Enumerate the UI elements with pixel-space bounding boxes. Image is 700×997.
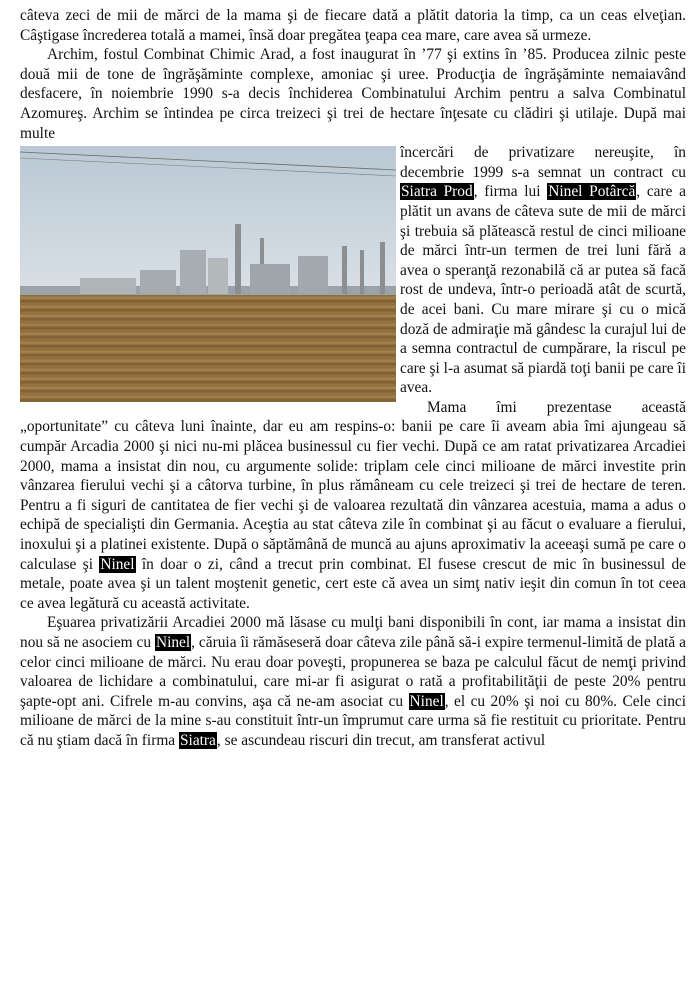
- paragraph-5-text-b: , căruia îi rămăseseră doar câteva zile până să-i expire termenul-limită de plată a celor cinci milioane de mărci. Nu erau doar poveşti, propunerea se baza pe calculul făcut de nemţi privind valoarea de lichidare a combinatului, care mi-ar fi asigurat o rată a profitabilităţii de peste 20% pentru şapte-opt ani. Cifrele m-au convins, aşa că ne-am asociat cu: [20, 634, 687, 710]
- highlight-ninel-potarca: Ninel Potârcă: [548, 183, 636, 201]
- field: [20, 295, 396, 403]
- paragraph-5-text-a: Eşuarea privatizării Arcadiei 2000 mă lăsase cu mulţi bani disponibili în cont, iar mama a insistat din nou să ne asociem cu: [20, 614, 686, 651]
- paragraph-5: [20, 613, 686, 750]
- highlight-ninel: Ninel: [155, 634, 191, 651]
- highlight-ninel: Ninel: [409, 692, 444, 710]
- paragraph-5-text-c: , el cu 20% şi noi cu 80%. Cele cinci milioane de mărci de la mine s-au constituit într-un împrumut care urma să fie restituit cu prioritate. Pentru că nu ştiam dacă în firma: [20, 692, 687, 749]
- paragraph-3-text-b: , firma lui: [473, 183, 548, 201]
- paragraph-2: Archim, fostul Combinat Chimic Arad, a fost inaugurat în ’77 şi extins în ’85. Producea zilnic peste două mii de tone de îngrăşăminte complexe, amoniac şi uree. Producţia de îngrăşăminte nemaiavând desfacere, în noiembrie 1990 s-a decis închiderea Combinatului Archim pentru a salva Combinatul Azomureş. Archim se întindea pe circa treizeci şi trei de hectare înţesate cu clădiri şi utilaje. După mai multe: [20, 46, 686, 142]
- factory-photo: [20, 146, 396, 402]
- highlight-ninel: Ninel: [100, 555, 135, 573]
- paragraph-3-text-a: încercări de privatizare nereuşite, în decembrie 1999 s-a semnat un contract cu: [400, 144, 686, 181]
- highlight-siatra: Siatra: [179, 731, 216, 749]
- paragraph-4-text-b: în doar o zi, când a trecut prin combinat. El fusese crescut de mic în businessul de metale, poate avea şi un talent moştenit genetic, cert este că avea un simţ nativ ieşit din comun în tot ceea ce avea legătură cu această activitate.: [20, 555, 686, 612]
- paragraph-1: câteva zeci de mii de mărci de la mama şi de fiecare dată a plătit datoria la timp, ca un ceas elveţian. Câştigase încrederea totală a mamei, însă doar pregătea ţeapa cea mare, care avea să urmeze.: [20, 7, 686, 44]
- highlight-siatra-prod: Siatra Prod: [401, 183, 473, 201]
- document-page: [20, 6, 686, 751]
- paragraph-3-text-c: , care a plătit un avans de câteva sute de mii de mărci şi trebuia să plătească restul de cinci milioane de mărci într-un termen de trei luni fără a avea o speranţă rezonabilă că ar putea să facă rost de undeva, într-o perioadă atât de scurtă, de acei bani. Cu mare mirare şi cu o mică doză de admiraţie mă gândesc la curajul lui de a semna contractul de cumpărare, la riscul pe care şi l-a asumat să piardă toţi banii pe care îi avea.: [400, 183, 687, 397]
- paragraph-4: [20, 398, 686, 614]
- paragraph-4-text-a: Mama îmi prezentase această „oportunitate” cu câteva luni înainte, dar eu am respins-o: banii pe care îi aveam abia îmi ajungeau să cumpăr Arcadia 2000 şi nici nu-mi plăcea businessul cu fier vechi. După ce am ratat privatizarea Arcadiei 2000, mama a insistat din nou, cu argumente solide: triplam cele cinci milioane de mărci investite prin vânzarea fierului vechi şi a câtorva turbine, în plus rămâneam cu cele treizeci şi trei de hectare de teren. Pentru a fi siguri de cantitatea de fier vechi şi de valoarea rezultată din vânzarea acestuia, mama a adus o echipă de specialişti din Germania. Aceştia au stat câteva zile în combinat şi au făcut o evaluare a fierului, inoxului şi a platinei existente. După o săptămână de muncă au ajuns aproximativ la aceeaşi sumă pe care o calculase şi: [20, 398, 686, 573]
- paragraph-5-text-d: , se ascundeau riscuri din trecut, am transferat activul: [216, 731, 546, 749]
